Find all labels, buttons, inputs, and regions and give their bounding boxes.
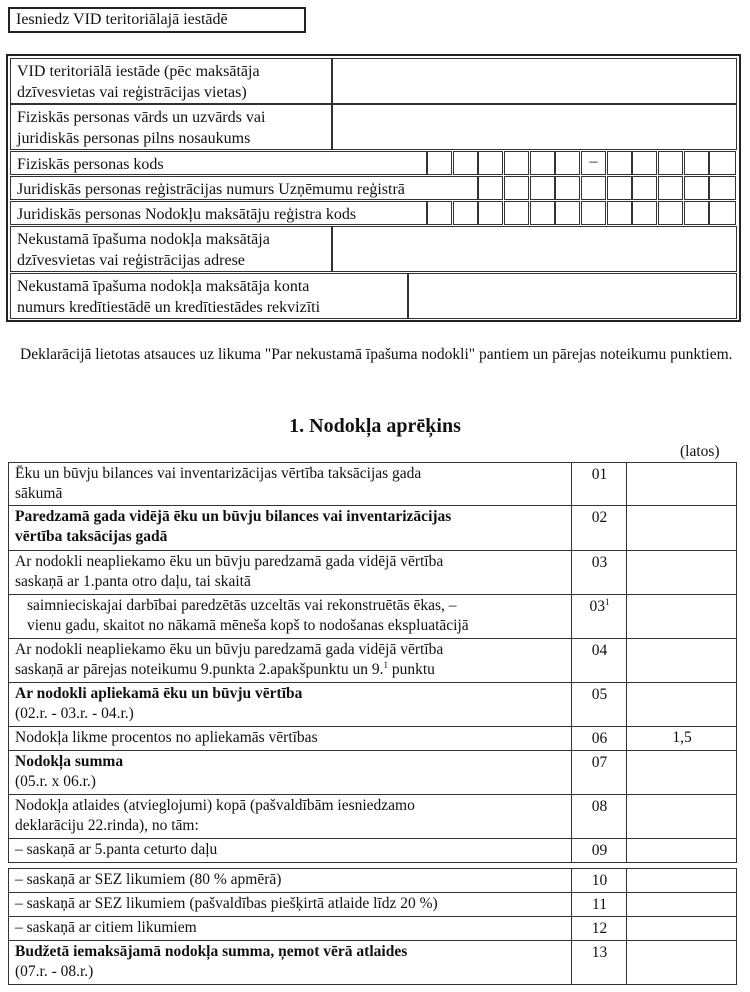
row-value-field[interactable]: [627, 917, 737, 941]
taxpayer-code-digit-box[interactable]: [453, 201, 478, 225]
taxpayer-code-digit-box[interactable]: [555, 201, 580, 225]
table-row: [9, 941, 737, 985]
row-label: Ēku un būvju bilances vai inventarizācijas vērtība taksācijas gada sākumā: [9, 463, 572, 506]
taxpayer-info-table: [6, 54, 741, 322]
row-value-field[interactable]: [627, 869, 737, 893]
label-line: Nekustamā īpašuma nodokļa maksātāja konta: [17, 278, 310, 295]
row-label: Ar nodokli neapliekamo ēku un būvju paredzamā gada vidējā vērtība saskaņā ar pārejas noteikumu 9.punkta 2.apakšpunktu un 9.$^1$ punktu: [9, 639, 572, 683]
table-row: [9, 463, 737, 506]
row-value-field[interactable]: [627, 751, 737, 795]
row-value-field[interactable]: [627, 506, 737, 551]
registration-digit-box[interactable]: [632, 176, 657, 200]
table-row: [9, 893, 737, 917]
name-field[interactable]: [332, 104, 737, 150]
row-label: Paredzamā gada vidējā ēku un būvju bilances vai inventarizācijas vērtība taksācijas gadā: [9, 506, 572, 551]
personal-code-digit-box[interactable]: [709, 151, 736, 175]
row-code: 01: [572, 463, 627, 506]
label-line: numurs kredītiestādē un kredītiestādes rekvizīti: [17, 299, 321, 316]
taxpayer-code-digit-box[interactable]: [427, 201, 452, 225]
submit-to-label: Iesniedz VID teritoriālajā iestādē: [8, 7, 306, 33]
row-value-field[interactable]: [627, 941, 737, 985]
row-value-field[interactable]: 1,5: [627, 727, 737, 751]
row-label: Ar nodokli apliekamā ēku un būvju vērtība (02.r. - 03.r. - 04.r.): [9, 683, 572, 727]
row-label: – saskaņā ar 5.panta ceturto daļu: [9, 839, 572, 863]
registration-digit-box[interactable]: [658, 176, 683, 200]
registration-digit-box[interactable]: [530, 176, 555, 200]
taxpayer-registry-code-label: Juridiskās personas Nodokļu maksātāju reģistra kods: [10, 201, 427, 225]
address-field[interactable]: [332, 226, 737, 272]
label-line: Nekustamā īpašuma nodokļa maksātāja: [17, 231, 270, 248]
row-label: Budžetā iemaksājamā nodokļa summa, ņemot vērā atlaides (07.r. - 08.r.): [9, 941, 572, 985]
row-code: $03^1$: [572, 595, 627, 639]
tax-calculation-table-continued: [8, 868, 737, 985]
row-label: – saskaņā ar SEZ likumiem (80 % apmērā): [9, 869, 572, 893]
table-row: [9, 595, 737, 639]
section-title: 1. Nodokļa aprēķins: [289, 415, 461, 437]
label-line: juridiskās personas pilns nosaukums: [17, 130, 251, 147]
taxpayer-code-digit-box[interactable]: [530, 201, 555, 225]
table-row: [9, 751, 737, 795]
personal-code-label: Fiziskās personas kods: [10, 151, 427, 175]
personal-code-digit-box[interactable]: [607, 151, 632, 175]
table-row: [9, 795, 737, 839]
personal-code-digit-box[interactable]: [478, 151, 503, 175]
label-line: dzīvesvietas vai reģistrācijas vietas): [17, 84, 247, 101]
row-code: 13: [572, 941, 627, 985]
personal-code-digit-box[interactable]: [427, 151, 452, 175]
row-label: Nodokļa likme procentos no apliekamās vērtības: [9, 727, 572, 751]
personal-code-digit-box[interactable]: [453, 151, 478, 175]
label-line: Fiziskās personas vārds un uzvārds vai: [17, 109, 266, 126]
personal-code-digit-box[interactable]: [504, 151, 529, 175]
table-row: [9, 639, 737, 683]
taxpayer-code-digit-box[interactable]: [632, 201, 657, 225]
table-row: [9, 727, 737, 751]
row-code: 02: [572, 506, 627, 551]
taxpayer-code-digit-box[interactable]: [684, 201, 709, 225]
taxpayer-code-digit-box[interactable]: [607, 201, 632, 225]
vid-office-label: [10, 58, 332, 104]
registration-digit-box[interactable]: [607, 176, 632, 200]
taxpayer-code-digit-box[interactable]: [658, 201, 683, 225]
row-label: Nodokļa summa (05.r. x 06.r.): [9, 751, 572, 795]
registration-digit-box[interactable]: [504, 176, 529, 200]
row-value-field[interactable]: [627, 839, 737, 863]
label-line: dzīvesvietas vai reģistrācijas adrese: [17, 252, 245, 269]
taxpayer-code-digit-box[interactable]: [581, 201, 606, 225]
table-row: [9, 839, 737, 863]
taxpayer-code-digit-box[interactable]: [478, 201, 503, 225]
table-row: [9, 917, 737, 941]
row-code: 12: [572, 917, 627, 941]
currency-unit-label: (latos): [680, 443, 720, 460]
row-value-field[interactable]: [627, 595, 737, 639]
label-line: VID teritoriālā iestāde (pēc maksātāja: [17, 63, 260, 80]
personal-code-digit-box[interactable]: [684, 151, 709, 175]
table-row: [9, 869, 737, 893]
row-label: – saskaņā ar SEZ likumiem (pašvaldības piešķirtā atlaide līdz 20 %): [9, 893, 572, 917]
taxpayer-code-digit-box[interactable]: [504, 201, 529, 225]
references-note: Deklarācijā lietotas atsauces uz likuma "Par nekustamā īpašuma nodokli" pantiem un pārejas noteikumu punktiem.: [20, 346, 733, 363]
row-code: 03: [572, 551, 627, 595]
row-code: 05: [572, 683, 627, 727]
bank-account-label: [10, 273, 408, 319]
row-value-field[interactable]: [627, 639, 737, 683]
row-code: 08: [572, 795, 627, 839]
registration-digit-box[interactable]: [684, 176, 709, 200]
table-row: [9, 506, 737, 551]
personal-code-digit-box[interactable]: [555, 151, 580, 175]
row-code: 11: [572, 893, 627, 917]
registration-digit-box[interactable]: [478, 176, 503, 200]
registration-number-label: Juridiskās personas reģistrācijas numurs Uzņēmumu reģistrā: [10, 176, 478, 200]
row-value-field[interactable]: [627, 551, 737, 595]
personal-code-separator: –: [581, 151, 606, 175]
row-code: 09: [572, 839, 627, 863]
row-code: 04: [572, 639, 627, 683]
personal-code-digit-box[interactable]: [632, 151, 657, 175]
row-code: 06: [572, 727, 627, 751]
registration-digit-box[interactable]: [581, 176, 606, 200]
row-value-field[interactable]: [627, 683, 737, 727]
address-label: [10, 226, 332, 272]
row-label: Nodokļa atlaides (atvieglojumi) kopā (pašvaldībām iesniedzamo deklarāciju 22.rinda), no tām:: [9, 795, 572, 839]
row-value-field[interactable]: [627, 893, 737, 917]
name-label: [10, 104, 332, 150]
registration-digit-box[interactable]: [555, 176, 580, 200]
row-label: Ar nodokli neapliekamo ēku un būvju paredzamā gada vidējā vērtība saskaņā ar 1.panta otro daļu, tai skaitā: [9, 551, 572, 595]
personal-code-digit-box[interactable]: [530, 151, 555, 175]
personal-code-digit-box[interactable]: [658, 151, 683, 175]
table-row: [9, 551, 737, 595]
row-label: saimnieciskajai darbībai paredzētās uzceltās vai rekonstruētās ēkas, – vienu gadu, skaitot no nākamā mēneša kopš to nodošanas ekspluatācijā: [9, 595, 572, 639]
row-value-field[interactable]: [627, 795, 737, 839]
taxpayer-code-digit-box[interactable]: [709, 201, 736, 225]
row-code: 07: [572, 751, 627, 795]
row-value-field[interactable]: [627, 463, 737, 506]
row-label: – saskaņā ar citiem likumiem: [9, 917, 572, 941]
registration-digit-box[interactable]: [709, 176, 736, 200]
table-row: [9, 683, 737, 727]
tax-calculation-table: [8, 462, 737, 863]
row-code: 10: [572, 869, 627, 893]
vid-office-field[interactable]: [332, 58, 737, 104]
bank-account-field[interactable]: [408, 273, 737, 319]
